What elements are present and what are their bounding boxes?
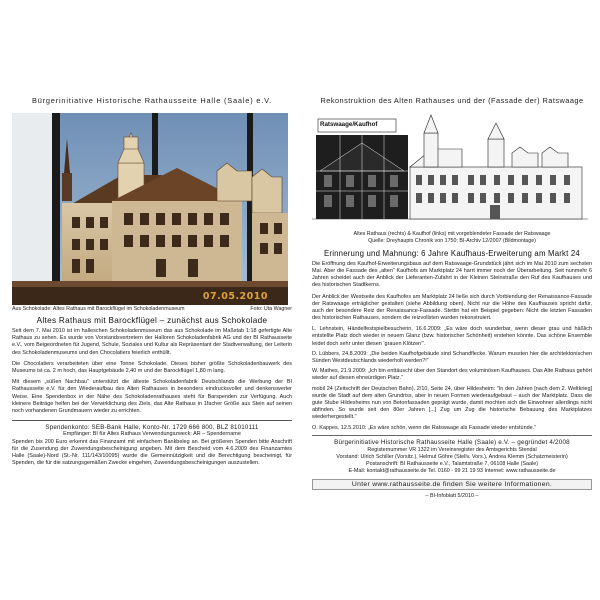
quote-mobil: mobil 24 (Zeitschrift der Deutschen Bahn), 2/10, Seite 24, über Hildesheim: "In den Jahren [nach dem 2. Weltkrieg] wurde die Stadt auf dem alten Grundriss, aber in neuen Formen wiederaufgebaut – auch der Marktplatz. Dass die gute Stube Hildesheims nun von Betonfassaden geprägt wurde, damit mochten sich die Einwohner allerdings nicht abfinden. So wurde seit den 80er Jahren [...] Zug um Zug die historische Bebauung des Marktplatzes wiederhergestellt.": [312, 385, 592, 421]
left-subheading: Altes Rathaus mit Barockflügel – zunächst aus Schokolade: [36, 316, 268, 325]
quote-mathes: W. Mathes, 21.9.2009: „Ich bin enttäuscht über den Standort des voluminösen Kaufhauses. Das Alte Rathaus gehört wieder auf diesen ehrwürdigen Platz.“: [312, 368, 592, 382]
footer-title: Bürgerinitiative Historische Rathausseite Halle (Saale) e.V. – gegründet 4/2008: [334, 438, 570, 446]
left-paragraph-2: Die Chocolatiers verarbeiteten über eine Tonne Schokolade. Dieses bisher größte Schokoladenbauwerk des Museums ist ca. 2 m hoch, das Hauptgebäude 2,40 m und der Barockflügel 1,80 m lang.: [12, 360, 292, 374]
right-paragraph-1: Die Eröffnung des Kaufhof-Erweiterungsbaus auf dem Ratswaage-Grundstück jährt sich im Mai 2010 zum sechsten Mal. Aber die Fassade des „alten“ Kaufhofs am Marktplatz 24 harrt immer noch der Überarbeitung. Seit nunmehr 6 Jahren scheidet auch der Anblick der Lieferanten-Zufahrt in der Kleinen Steinstraße den Ruf des Kaufhauses und des historischen Stadtkerns.: [312, 260, 592, 289]
photo-credit: Foto: Uta Wagner: [250, 306, 292, 312]
footer-address: Postanschrift: BI Rathausseite e.V., Talamtstraße 7, 06108 Halle (Saale): [366, 460, 538, 467]
donation-recipient: Empfänger: BI für Altes Rathaus Verwendungszweck: AR – Spendername: [63, 431, 241, 438]
right-subheading: Erinnerung und Mahnung: 6 Jahre Kaufhaus-Erweiterung am Markt 24: [324, 248, 580, 258]
drawing-caption: [312, 231, 592, 245]
reconstruction-drawing: [312, 113, 588, 229]
donation-info: Spenden bis 200 Euro erkennt das Finanzamt mit einfachem Bankbeleg an. Bei größeren Spenden bitte Anschrift für die Zusendung der Zuwendungsbescheinigung angeben. Mit dem Bescheid vom 4.6.2009 des Finanzamtes Halle (Saale)-Nord (St.-Nr. 111/143/10095) wurde die Gemeinnützigkeit und die Berechtigung bescheinigt, für Spenden, die für die satzungsgemäßen Zwecke eingehen, Zuwendungsbescheinigungen auszustellen.: [12, 439, 292, 467]
right-paragraph-2: Der Anblick der Westseite des Kaufhofes am Marktplatz 24 ließe sich durch Vorblendung der Renaissance-Fassade der Ratswaage erträglicher gestalten (siehe Abbildung oben). Nicht nur die Höhe des Kaufhauses spricht dafür, auch der besondere Reiz der Renaissance-Fassade. Stettin hat ein Beispiel gegeben: Nicht die letzten Fassaden des historischen Rathauses, sondern die reizvollsten wurden rekonstruiert.: [312, 293, 592, 322]
right-heading: Rekonstruktion des Alten Rathauses und der (Fassade der) Ratswaage: [320, 96, 584, 105]
donation-account: Spendenkonto: SEB-Bank Halle, Konto-Nr. 1729 666 800, BLZ 81010111: [45, 424, 259, 432]
left-heading: Bürgerinitiative Historische Rathausseite Halle (Saale) e.V.: [32, 96, 272, 105]
drawing-label: Ratswaage/Kaufhof: [320, 121, 378, 128]
footer-register: Registernummer VR 1322 im Vereinsregister des Amtsgerichts Stendal: [367, 446, 537, 453]
quote-kappes: O. Kappes, 12.5.2010: „Es wäre schön, wenn die Ratswaage als Fassade wieder entstünde.“: [312, 424, 536, 431]
infoblatt-label: – BI-Infoblatt 5/2010 –: [425, 492, 479, 499]
left-column: [12, 96, 292, 467]
chocolate-town-hall-photo: [12, 113, 288, 305]
website-banner[interactable]: Unter www.rathausseite.de finden Sie weitere Informationen.: [312, 479, 592, 490]
footer-contact: E-Mail: kontakt@rathausseite.de Tel. 0160 - 99 21 19 93 Internet: www.rathausseite.de: [348, 467, 556, 474]
left-paragraph-3: Mit diesem „süßen Nachbau“ unterstützt die älteste Schokoladenfabrik Deutschlands die Werbung der BI Rathausseite e.V. für den Wiederaufbau des Alten Rathauses in besonders eindrucksvoller und denkenswerter Weise. Eine Spendenbox in der Nähe des Schokoladenrathauses steht für Barspenden zur Verfügung. Auch kleinere Beiträge helfen bei der Verwirklichung des Ziels, das Alte Rathaus in 1facher Größe aus Stein auf seinen noch vorhandenen Grundmauern wieder zu errichten.: [12, 379, 292, 414]
right-column: [312, 96, 592, 499]
photo-caption-text: Aus Schokolade: Altes Rathaus mit Barockflügel im Schokoladenmuseum: [12, 306, 185, 312]
drawing-caption-line-2: Quelle: Dreyhaupts Chronik von 1750; BI-Archiv 12/2007 (Bildmontage): [368, 237, 536, 244]
photo-caption: [12, 306, 292, 312]
association-footer: [312, 435, 592, 475]
drawing-caption-line-1: Altes Rathaus (rechts) & Kaufhof (links) mit vorgeblendeter Fassade der Ratswaage: [353, 231, 551, 237]
quote-lehnstein: L. Lehnstein, Händelfestspielbesucherin, 16.6.2009: „Es wäre doch wunderbar, wenn dieser grau und häßlich entstellte Platz doch wieder in neuem Glanz (bzw. historischer Schönheit) erstehen könnte. Das schöne Ensemble leidet doch sehr unter diesen ‘grauen Klötzen’“.: [312, 326, 592, 347]
chocolate-town-hall-image: [12, 113, 288, 305]
donation-divider: [12, 420, 292, 421]
footer-board: Vorstand: Ulrich Schiller (Vorsitz.), Helmut Göhre (Stellv. Vors.), Andrea Klemm (Schatzmeisterin): [336, 453, 568, 460]
photo-date-stamp: 07.05.2010: [202, 291, 268, 302]
quote-luebbers: D. Lübbers, 24.8.2009: „Die beiden Kaufhofgebäude sind Schandflecke. Warum mussten hier die architektonischen Sünden Westdeutschlands wiederholt werden?!“: [312, 350, 592, 364]
left-paragraph-1: Seit dem 7. Mai 2010 ist im halleschen Schokoladenmuseum das aus Schokolade im Maßstab 1:18 gefertigte Alte Rathaus zu sehen. Es wurde von Vorstandsvertretern der Halloren Schokoladenfabrik AG und der BI Rathausseite e.V., vom Beigeordneten für Jugend, Schule, Soziales und Kultur als Repräsentant der Stadtverwaltung, der Leiterin des Schokoladenmuseums und den Chocolatiers feierlich enthüllt.: [12, 328, 292, 356]
ratswaage-illustration: [312, 113, 588, 229]
